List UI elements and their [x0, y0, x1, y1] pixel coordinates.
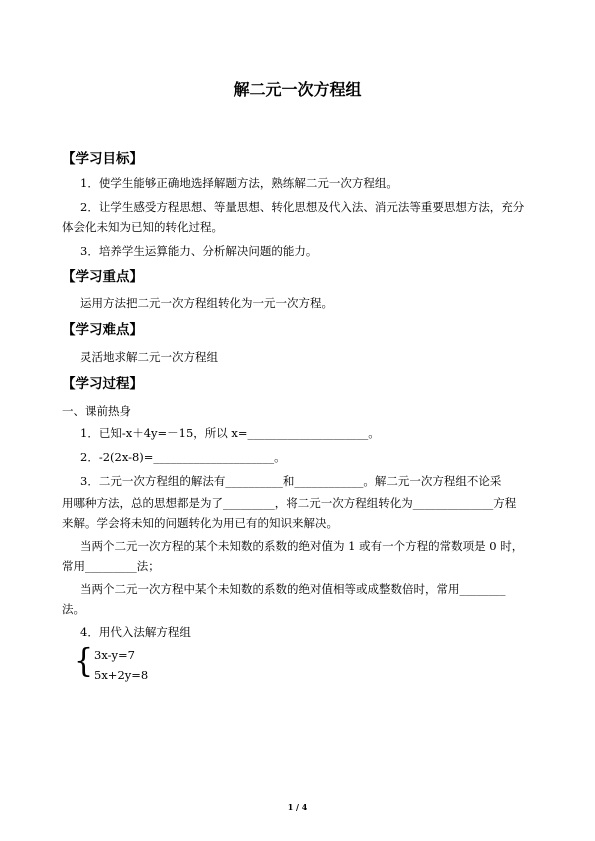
page-number: 1 / 4	[287, 802, 308, 812]
goal-line-2: 2．让学生感受方程思想、等量思想、转化思想及代入法、消元法等重要思想方法，充分	[80, 200, 525, 214]
difficulty-line-1: 灵活地求解二元一次方程组	[80, 350, 218, 364]
section-heading-key: 【学习重点】	[62, 269, 143, 285]
process-note-2-line-2: 法。	[62, 602, 85, 616]
process-q2: 2．-2(2x-8)=_____________________。	[80, 450, 286, 464]
document-title: 解二元一次方程组	[233, 80, 362, 99]
process-q3-line-2: 用哪种方法，总的思想都是为了_________，将二元一次方程组转化为______________方程	[62, 496, 517, 510]
process-line-warmup: 一、课前热身	[62, 404, 131, 418]
section-heading-difficulty: 【学习难点】	[62, 322, 143, 338]
goal-line-1: 1．使学生能够正确地选择解题方法，熟练解二元一次方程组。	[80, 176, 398, 190]
key-line-1: 运用方法把二元一次方程组转化为一元一次方程。	[80, 296, 333, 310]
system-equation-1: 3x-y=7	[94, 648, 135, 662]
goal-line-3: 3．培养学生运算能力、分析解决问题的能力。	[80, 244, 318, 258]
goal-line-2-cont: 体会化未知为已知的转化过程。	[62, 220, 223, 234]
system-brace: {	[74, 641, 94, 681]
process-note-1-line-2: 常用_________法；	[62, 559, 160, 573]
process-q3-line-3: 来解。学会将未知的问题转化为用已有的知识来解决。	[62, 516, 338, 530]
process-note-1-line-1: 当两个二元一次方程的某个未知数的系数的绝对值为 1 或有一个方程的常数项是 0 时，	[80, 539, 524, 553]
process-note-2-line-1: 当两个二元一次方程中某个未知数的系数的绝对值相等或成整数倍时，常用________	[80, 582, 506, 596]
system-equation-2: 5x+2y=8	[94, 668, 149, 682]
process-q3-line-1: 3．二元一次方程组的解法有__________和____________。解二元一次方程组不论采	[80, 474, 502, 488]
process-q1: 1．已知-x＋4y=－15，所以 x=_____________________。	[80, 426, 380, 440]
process-q4: 4．用代入法解方程组	[80, 625, 191, 639]
section-heading-process: 【学习过程】	[62, 376, 143, 392]
section-heading-goals: 【学习目标】	[62, 151, 143, 167]
